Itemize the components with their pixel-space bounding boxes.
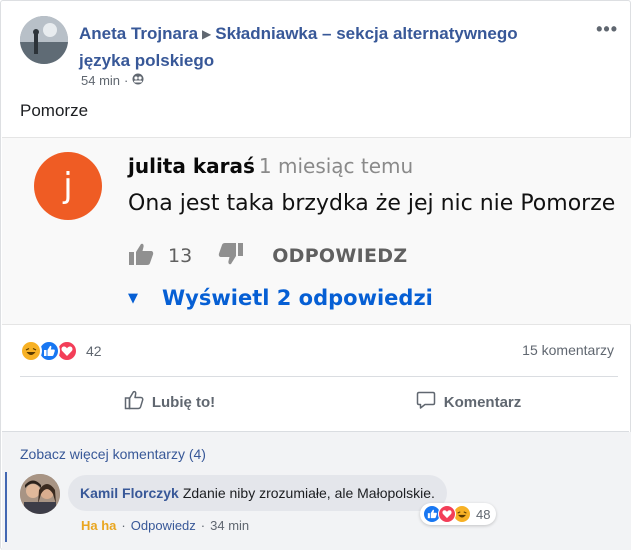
embed-time: 1 miesiąc temu	[258, 154, 414, 178]
comment-avatar[interactable]	[20, 474, 60, 514]
divider	[20, 376, 618, 377]
comment-meta: Ha ha · Odpowiedz · 34 min	[81, 518, 250, 533]
reactions-count: 42	[86, 343, 102, 359]
like-button[interactable]	[20, 383, 319, 421]
thumbs-down-icon	[218, 242, 244, 270]
group-icon	[132, 73, 144, 88]
post-actions	[20, 383, 618, 421]
comment-reactions[interactable]	[420, 503, 496, 525]
group-name[interactable]: Składniawka – sekcja alternatywnego języka polskiego	[79, 24, 518, 70]
post-time[interactable]: 54 min	[81, 73, 121, 88]
post-text: Pomorze	[20, 101, 89, 120]
embed-like-count: 13	[168, 245, 193, 267]
embed-actions	[128, 240, 407, 272]
comment-my-reaction[interactable]: Ha ha	[81, 518, 117, 533]
comments-count[interactable]: 15 komentarzy	[522, 342, 614, 358]
show-replies-label: Wyświetl 2 odpowiedzi	[162, 286, 433, 310]
embed-reply: ODPOWIEDZ	[272, 245, 408, 267]
comment-reaction-count: 48	[476, 506, 491, 522]
comment-icon	[416, 390, 436, 414]
post-meta: 54 min ·	[81, 73, 144, 88]
author-name[interactable]: Aneta Trojnara	[79, 24, 199, 43]
author-avatar[interactable]	[20, 16, 68, 64]
comment-button[interactable]	[319, 383, 618, 421]
comments-section	[2, 432, 631, 550]
embed-author: julita karaś	[128, 154, 255, 178]
more-options-icon[interactable]: •••	[596, 19, 618, 39]
reactions-summary[interactable]	[20, 340, 102, 362]
arrow-right-icon: ▶	[202, 27, 212, 41]
haha-icon	[20, 340, 42, 362]
post-header	[79, 21, 549, 73]
embed-show-replies	[128, 286, 433, 310]
comment-author[interactable]: Kamil Florczyk	[80, 485, 179, 501]
embed-comment-text: Ona jest taka brzydka że jej nic nie Pomorze	[128, 191, 616, 216]
thumbs-up-outline-icon	[124, 390, 144, 414]
highlight-bar	[5, 472, 7, 542]
like-button-label: Lubię to!	[151, 393, 216, 411]
comment-button-label: Komentarz	[443, 393, 522, 411]
comment-bubble	[68, 475, 447, 511]
embed-avatar: j	[34, 152, 102, 220]
embedded-image[interactable]	[2, 137, 631, 325]
thumbs-up-icon	[128, 242, 154, 270]
view-more-comments-link[interactable]: Zobacz więcej komentarzy (4)	[20, 446, 206, 462]
comment-time[interactable]: 34 min	[210, 518, 250, 533]
caret-down-icon: ▼	[128, 290, 138, 306]
embed-header	[128, 154, 413, 178]
comment-reply-link[interactable]: Odpowiedz	[130, 518, 196, 533]
comment-text: Zdanie niby zrozumiałe, ale Małopolskie.	[182, 485, 435, 501]
love-icon	[438, 505, 456, 523]
